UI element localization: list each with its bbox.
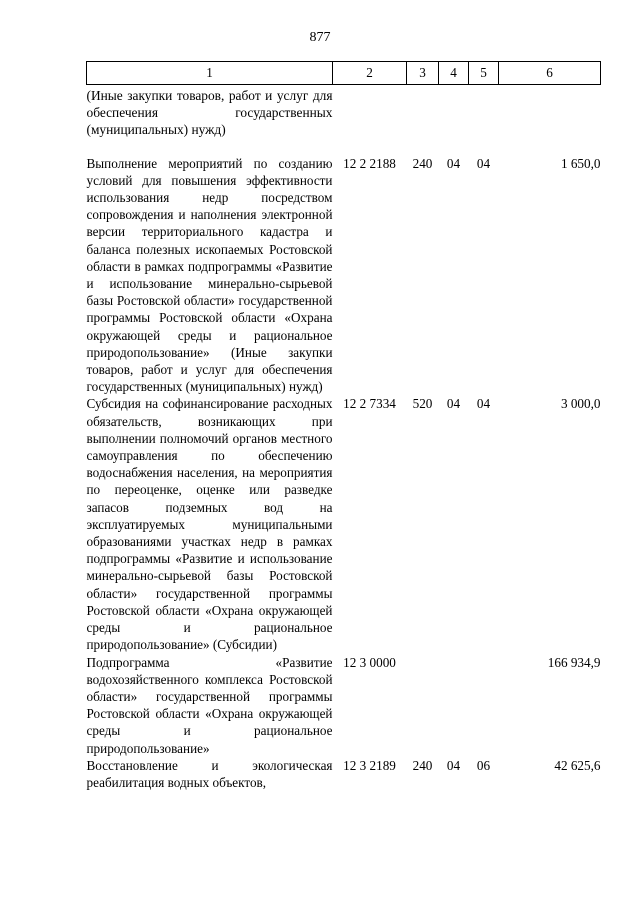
row-section xyxy=(439,654,469,757)
row-expense-type: 240 xyxy=(412,757,433,773)
row-section: 04 xyxy=(446,757,461,773)
header-col-2: 2 xyxy=(333,62,407,85)
table-header-row xyxy=(87,62,601,85)
header-col-1: 1 xyxy=(87,62,333,85)
header-col-6: 6 xyxy=(499,62,601,85)
row-target-code: 12 3 2189 xyxy=(343,757,396,773)
row-expense-type: 520 xyxy=(412,396,433,412)
row-description: Выполнение мероприятий по созданию условий для повышения эффективности использования недр посредством сопровождения и наполнения электронной версии территориального кадастра и баланса полезных ископаемых Ростовской области в рамках подпрограммы «Развитие и использование минерально-сырьевой базы Ростовской области» государственной программы Ростовской области «Охрана окружающей среды и рациональное природопользование» (Иные закупки товаров, работ и услуг для обеспечения государственных (муниципальных) нужд) xyxy=(86,155,333,395)
row-amount: 1 650,0 xyxy=(560,155,601,171)
table-row xyxy=(87,155,601,396)
header-col-3: 3 xyxy=(407,62,439,85)
row-expense-type xyxy=(407,85,439,155)
table-row xyxy=(87,654,601,757)
page-number: 877 xyxy=(309,30,331,45)
row-subsection xyxy=(469,85,499,155)
row-target-code xyxy=(333,85,407,155)
row-target-code: 12 2 7334 xyxy=(343,396,396,412)
header-col-5: 5 xyxy=(469,62,499,85)
row-description: (Иные закупки товаров, работ и услуг для обеспечения государственных (муниципальных) нужд) xyxy=(86,88,333,138)
row-amount: 42 625,6 xyxy=(554,757,601,773)
row-description: Субсидия на софинансирование расходных обязательств, возникающих при выполнении полномочий органов местного самоуправления по обеспечению водоснабжения населения, на мероприятия по переоценке, оценке или разведке запасов подземных вод на эксплуатируемых муниципальными образованиями участках недр в рамках подпрограммы «Развитие и использование минерально-сырьевой базы Ростовской области» государственной программы Ростовской области «Охрана окружающей среды и рациональное природопользование» (Субсидии) xyxy=(86,396,333,653)
row-amount xyxy=(499,85,601,155)
row-subsection xyxy=(469,654,499,757)
row-section: 04 xyxy=(446,396,461,412)
table-row xyxy=(87,85,601,155)
row-section: 04 xyxy=(446,155,461,171)
row-description: Подпрограмма «Развитие водохозяйственного комплекса Ростовской области» государственной программы Ростовской области «Охрана окружающей среды и рациональное природопользование» xyxy=(86,654,333,756)
header-col-4: 4 xyxy=(439,62,469,85)
row-expense-type xyxy=(407,654,439,757)
budget-table xyxy=(86,61,601,791)
table-row xyxy=(87,757,601,791)
row-expense-type: 240 xyxy=(412,155,433,171)
row-amount: 166 934,9 xyxy=(547,654,601,670)
row-subsection: 06 xyxy=(476,757,491,773)
row-description: Восстановление и экологическая реабилитация водных объектов, xyxy=(86,757,333,790)
row-subsection: 04 xyxy=(476,155,491,171)
row-target-code: 12 2 2188 xyxy=(343,155,396,171)
row-amount: 3 000,0 xyxy=(560,396,601,412)
row-subsection: 04 xyxy=(476,396,491,412)
row-target-code: 12 3 0000 xyxy=(343,654,396,670)
row-section xyxy=(439,85,469,155)
table-row xyxy=(87,395,601,653)
